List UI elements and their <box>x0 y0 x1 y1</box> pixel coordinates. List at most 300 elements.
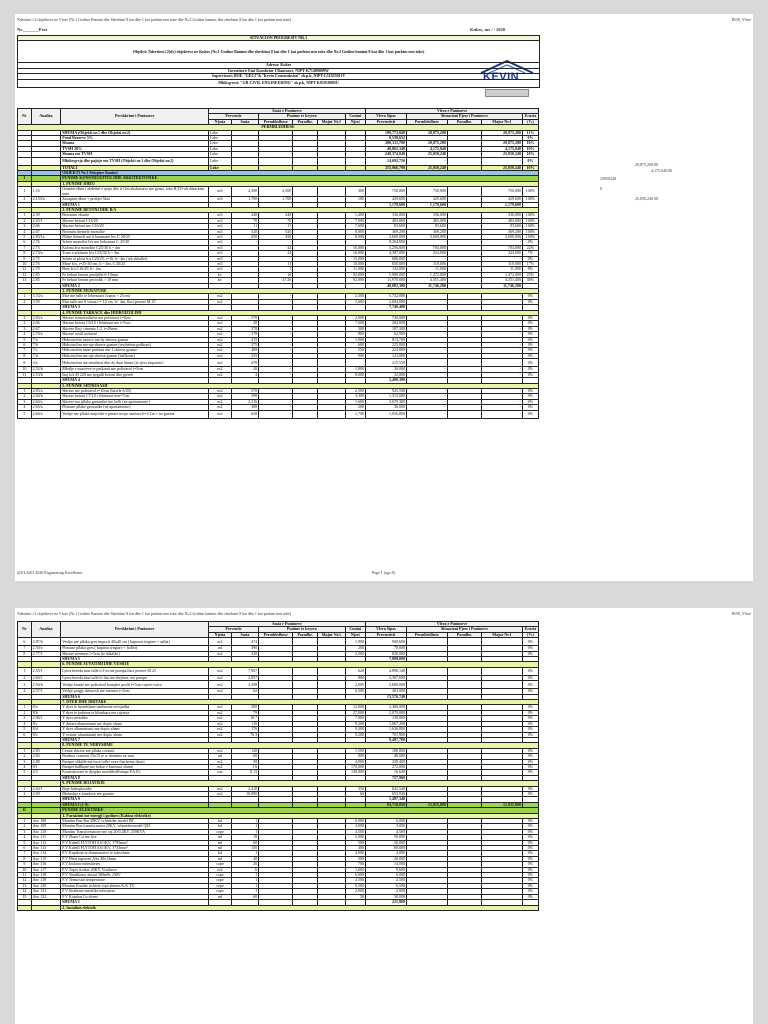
group-sum-label: SHUMA 8 <box>61 775 209 780</box>
ecuria: 22% <box>522 245 538 250</box>
cell <box>293 681 318 689</box>
document-page-1 <box>15 14 753 581</box>
ecuria: 0% <box>522 343 538 348</box>
situacioni-permbledhese: - <box>406 332 447 337</box>
situacioni-permbledhese: 11,000 <box>406 267 447 272</box>
vlera-preventivit: 5,742,080 <box>366 294 407 299</box>
group-title: 1. Furnizimi me energji i godines (Kabina elektrike) <box>61 813 539 818</box>
permbledhese: 4,175,040 <box>406 146 447 151</box>
col-preventivit: Preventivit <box>366 632 407 637</box>
row-number: 6 <box>18 732 32 737</box>
col-cmimi: Cmimi <box>345 114 366 119</box>
col-permbledhese: Permbledhese <box>259 119 293 124</box>
unit: m3 <box>209 256 232 261</box>
description: Veshje fasade me polisterol komplet profil t=5cm+rrjete+suva <box>61 681 209 689</box>
cell <box>293 667 318 675</box>
analiza-code: Anc 121 <box>31 889 61 894</box>
cell <box>31 905 61 910</box>
cmimi: 800 <box>345 754 366 759</box>
unit: cope <box>209 829 232 834</box>
analiza-code: Anc 122 <box>31 894 61 899</box>
situacioni-majnr: - <box>482 372 523 377</box>
situacioni-majnr: - <box>482 388 523 393</box>
row-number: 6 <box>18 846 32 851</box>
analiza-code: 2.85 <box>31 272 61 277</box>
majnr: - <box>482 157 523 165</box>
situacioni-majnr: - <box>482 410 523 418</box>
ecuria: 0% <box>522 732 538 737</box>
value: 9,538,652 <box>366 136 407 141</box>
analiza-code: 2.57/1 <box>31 689 61 694</box>
cmimi: 900 <box>345 353 366 358</box>
unit: m3 <box>209 234 232 239</box>
sasia: 200 <box>231 705 258 710</box>
col-nr: Nr <box>18 109 32 125</box>
page-header <box>15 608 753 620</box>
vlera-preventivit: 130,900 <box>366 716 407 721</box>
row-number: 2 <box>18 710 32 715</box>
summary-desc: Shuma <box>61 141 209 146</box>
analiza-code: 3.74/a <box>31 294 61 299</box>
cmimi: 1,500 <box>345 748 366 753</box>
sasia: 60 <box>231 840 258 845</box>
summary-desc: SHUMA (Objekti nr.1 dhe Objekti nr.2) <box>61 130 209 135</box>
analiza-code: 2.76 <box>31 240 61 245</box>
unit: m2 <box>209 367 232 372</box>
sasia: 378 <box>231 326 258 331</box>
col-pozadhe: Pozadhe. <box>293 632 318 637</box>
situacioni-permbledhese: 83,600 <box>406 224 447 229</box>
vlera-preventivit: 2,004,080 <box>366 299 407 304</box>
analiza-code: 7/b <box>31 343 61 348</box>
table-row <box>18 187 539 197</box>
row-number: 2 <box>18 197 32 202</box>
situacioni-majnr: - <box>482 359 523 367</box>
row-number: 15 <box>18 894 32 899</box>
unit: m2 <box>209 710 232 715</box>
unit: m2 <box>209 299 232 304</box>
vlera-preventivit: 36,000 <box>366 367 407 372</box>
description: Y dritare aluminiumi me dopio xham <box>61 721 209 726</box>
analiza-code: 2.76 <box>31 261 61 266</box>
cmimi: 15,000 <box>345 256 366 261</box>
vlera-preventivit: 1,313,000 <box>366 394 407 399</box>
description: F.V Tapet izolant 20KV, Vrasluise <box>61 867 209 872</box>
cmimi: 7,000 <box>345 716 366 721</box>
description: Y dyer te jashtme te blinduara me rrjeteza <box>61 710 209 715</box>
vlera-preventivit: 750,000 <box>366 187 407 197</box>
col-pct: (%) <box>522 632 538 637</box>
sasia: 370 <box>231 316 258 321</box>
sasia: 1 <box>231 883 258 888</box>
situacioni-permbledhese: - <box>406 405 447 410</box>
sasia: 70 <box>231 218 258 223</box>
row-number: 5 <box>18 234 32 239</box>
description: Kolona b/a monolite C25/30 h ~ 4m <box>61 245 209 250</box>
row-number: 11 <box>18 267 32 272</box>
row-number: 1 <box>18 705 32 710</box>
cmimi: 6,500 <box>345 689 366 694</box>
unit: kv <box>209 278 232 283</box>
cmimi: 1,700 <box>345 410 366 418</box>
majnr: 4,175,040 <box>482 146 523 151</box>
unit: m2 <box>209 732 232 737</box>
permbledhese: 16 <box>259 272 293 277</box>
group-title: 8. PUNIME TE NDRYSHME <box>61 743 539 748</box>
unit: ml <box>209 835 232 840</box>
ecuria: 100% <box>522 229 538 234</box>
analiza-code: 2.73 <box>31 245 61 250</box>
doc-title: Ndertimi i 2 objekteve ne Vlore (Nr.1 Godine Banimi dhe Sherbimi 8 kat dhe 1 kat parkim nen toke dhe Nr.2 Godine banimi dhe sherbimi 8 kat dhe 1 kat parkim nen toke) <box>17 17 292 22</box>
ecuria: 0% <box>522 851 538 856</box>
situacioni-permbledhese: - <box>406 316 447 321</box>
ecuria: 0% <box>522 367 538 372</box>
vlera-preventivit: 5,680,000 <box>366 681 407 689</box>
row-number: 10 <box>18 867 32 872</box>
situacioni-majnr: - <box>482 256 523 261</box>
description: Y dyer te brendshme tamburate te/mjedha <box>61 705 209 710</box>
description: Y dyer alluminiumi me dopio xham <box>61 727 209 732</box>
analiza-code: Anc 118 <box>31 873 61 878</box>
vlera-preventivit: 4,500 <box>366 829 407 834</box>
col-pozadhe-2: Pozadhe. <box>447 119 481 124</box>
description: Veshje pragje dritaresh me mermer t=3cm <box>61 689 209 694</box>
description: F.V Sistheme metalike mbrojtese <box>61 889 209 894</box>
ecuria: 0% <box>522 894 538 899</box>
group-sum-situacioni: 1,179,600 <box>406 202 447 207</box>
group-title: 9. PUNIME BOJATISJE <box>61 781 539 786</box>
shuma-i-value: 83,718,050 <box>366 802 407 807</box>
analiza-code: Anc 117 <box>31 867 61 872</box>
unit: m3 <box>209 197 232 202</box>
analiza-code: Anc 120 <box>31 883 61 888</box>
contractor: Mbikqyresi: "GR CIVIL ENGINEERING" sh.p.k, NIPT-K91818005U <box>18 79 540 87</box>
cmimi: 4,000 <box>345 759 366 764</box>
description: Shtrese me polisterol t=10cm (basele 6/20) <box>61 388 209 393</box>
cmimi: 4,500 <box>345 829 366 834</box>
permbledhese: - <box>259 294 293 299</box>
cmimi: 1,900 <box>345 337 366 342</box>
analiza-code: 2.83/1a <box>31 234 61 239</box>
vlera-preventivit: 4,387,000 <box>366 251 407 256</box>
cmimi: 800 <box>345 332 366 337</box>
cell <box>345 157 366 165</box>
situacioni-majnr: 4,351,400 <box>482 278 523 283</box>
cmimi: 500 <box>345 840 366 845</box>
vlera-preventivit: 11,970,000 <box>366 278 407 283</box>
ecuria: 0% <box>522 829 538 834</box>
vlera-preventivit: 239,400 <box>366 759 407 764</box>
situacioni-permbledhese: - <box>406 326 447 331</box>
description: Mur tulle me 6 vrima t = 12 cm, h~ 4m, llaci perzier M 25 <box>61 299 209 304</box>
situacioni-permbledhese: 1,472,000 <box>406 272 447 277</box>
unit: m2 <box>209 791 232 796</box>
roman-numeral: II <box>18 808 32 813</box>
description: Lyera bereda mur tulle h~4m me drejtues, me pompe <box>61 675 209 680</box>
row-number: 8 <box>18 353 32 358</box>
analiza-code: 8/e <box>31 732 61 737</box>
vlera-preventivit: 2,000 <box>366 889 407 894</box>
sasia: 40 <box>231 856 258 861</box>
cmimi: 1,600 <box>345 867 366 872</box>
shuma-i-label: SHUMA I (1-9) <box>61 802 209 807</box>
cmimi: 550 <box>345 348 366 353</box>
group-sum-value: 221,900 <box>366 900 407 905</box>
vlera-preventivit: 3,256,000 <box>366 245 407 250</box>
table-row <box>18 359 539 367</box>
cmimi: 2,300 <box>345 294 366 299</box>
situacioni-majnr: 704,000 <box>482 245 523 250</box>
group-sum-label: SHUMA 7 <box>61 737 209 742</box>
analiza-code: 7/c <box>31 348 61 353</box>
sasia: 10 <box>231 835 258 840</box>
sasia: 2,398 <box>231 681 258 689</box>
cmimi: 350 <box>345 786 366 791</box>
ecuria: 0% <box>522 353 538 358</box>
cell <box>318 359 345 367</box>
group-title-row <box>18 905 539 910</box>
analiza-code: 2.65/a <box>31 405 61 410</box>
cmimi: 8,000 <box>345 229 366 234</box>
permbledhese: 47.26 <box>259 278 293 283</box>
row-number: 12 <box>18 878 32 883</box>
summary-desc: TVSH 20% <box>61 146 209 151</box>
permbledhese: - <box>259 326 293 331</box>
logo-text: KEVIN <box>483 71 520 83</box>
col-permbledhese-2: Permbledhese <box>406 119 447 124</box>
group-sum-label: SHUMA 1 <box>61 202 209 207</box>
cell <box>259 667 293 675</box>
ecuria: 100% <box>522 187 538 197</box>
analiza-code: 2.83/a <box>31 388 61 393</box>
unit: m2 <box>209 667 232 675</box>
permbledhese: 240 <box>259 213 293 218</box>
unit: m2 <box>209 716 232 721</box>
description: Plintuse pllaka gres ( kapsion tregtare + hollet) <box>61 646 209 651</box>
doc-code: BOE_Vlore <box>731 611 751 616</box>
unit: m3 <box>209 240 232 245</box>
vlera-preventivit: 4,890,140 <box>366 667 407 675</box>
col-situacioni: Situacioni Pjese i Punimeve <box>406 627 522 632</box>
group-sum-value: 1,497,340 <box>366 797 407 802</box>
unit: m2 <box>209 353 232 358</box>
unit: Leke <box>209 157 232 165</box>
description: Hidroizolim me emulsion dhe dy duar bitum (te tjera sieparate) <box>61 359 209 367</box>
description: F.V Hieri tuperoni ASa 40x14mm <box>61 856 209 861</box>
unit: cope <box>209 873 232 878</box>
situacioni-permbledhese: 429,600 <box>406 197 447 202</box>
description: Brez b/a C16/20, h~ 4m <box>61 267 209 272</box>
vlera-preventivit: 272,000 <box>366 764 407 769</box>
ecuria: 0% <box>522 294 538 299</box>
row-number: 9 <box>18 862 32 867</box>
col-desc: Pershkrimi i Punimeve <box>61 109 209 125</box>
cmimi: 60 <box>345 791 366 796</box>
vlera-preventivit: 5,980,000 <box>366 272 407 277</box>
ecuria: 0% <box>522 759 538 764</box>
description: Shtrese betoni C7/10 i lehtesuar nen=7cm <box>61 394 209 399</box>
description: Betonim themele monolite <box>61 229 209 234</box>
sasia: 150 <box>231 846 258 851</box>
situacioni-permbledhese: - <box>406 372 447 377</box>
value: 190,773,040 <box>366 130 407 135</box>
permbledhese: 44 <box>259 245 293 250</box>
sasia: - <box>231 240 258 245</box>
col-situacioni: Situacioni Pjese i Punimeve <box>406 114 522 119</box>
vlera-preventivit: 4,000 <box>366 851 407 856</box>
sasia: 628 <box>231 410 258 418</box>
cmimi: 4,000 <box>345 851 366 856</box>
description: Mur me tulle te lehtesuara (supas + 25cm) <box>61 294 209 299</box>
unit: Leke <box>209 146 232 151</box>
vlera-preventivit: 1,067,200 <box>366 721 407 726</box>
row-number: 12 <box>18 272 32 277</box>
ecuria: 0% <box>522 862 538 867</box>
table-row <box>18 667 539 675</box>
analiza-code: 2.66/a <box>31 410 61 418</box>
description: Veshje me pllaka gres imporit 40x40 cm ( kapsion tregtare + sallat) <box>61 638 209 646</box>
vlera-preventivit: 2,307,600 <box>366 675 407 680</box>
group-title: 6. PUNIME SUVATIMI DHE VESHJE <box>61 662 539 667</box>
description: Lyera bereda mur tulle h 4 m me pompa,llaci perzier M 25 <box>61 667 209 675</box>
analiza-code: Anc 108 <box>31 819 61 824</box>
unit: m2 <box>209 388 232 393</box>
cell <box>259 681 293 689</box>
unit: m3 <box>209 251 232 256</box>
cell <box>447 187 481 197</box>
page-header <box>15 14 753 34</box>
analiza-code: 2.67 <box>31 229 61 234</box>
analiza-code: 2.153/a <box>31 197 61 202</box>
description: Shtrese me pllaka gresonike me kolli (ne apartamente ) <box>61 399 209 404</box>
situacioni-majnr: - <box>482 326 523 331</box>
analiza-code: 2.69 <box>31 791 61 796</box>
ecuria: 0% <box>522 867 538 872</box>
description: Parapet shkalle me inox tulle+xeza+barierine drurii <box>61 759 209 764</box>
unit: cope <box>209 883 232 888</box>
ecuria: 100% <box>522 234 538 239</box>
permbledhese: 1,700 <box>259 197 293 202</box>
vlera-preventivit: 30,000 <box>366 840 407 845</box>
cmimi: 2,500 <box>345 878 366 883</box>
ecuria: 36% <box>522 278 538 283</box>
situacioni-permbledhese: 110,000 <box>406 261 447 266</box>
cmimi: 500 <box>345 856 366 861</box>
cell <box>293 638 318 646</box>
sasia: 398 <box>231 394 258 399</box>
unit: m2 <box>209 326 232 331</box>
situacioni-permbledhese: - <box>406 240 447 245</box>
roman-numeral: I <box>18 176 32 181</box>
ecuria: 0% <box>522 667 538 675</box>
sasia: 1.6 <box>231 764 258 769</box>
unit: m3 <box>209 213 232 218</box>
unit: Leke <box>209 165 232 170</box>
supervisors: Supervizori: BOE "GECI"&"Kevin Construksion" sh.p.k, NIPT-L51925011V <box>18 74 540 79</box>
ecuria: 0% <box>522 410 538 418</box>
row-number: 3 <box>18 759 32 764</box>
unit: m2 <box>209 675 232 680</box>
summary-desc: TOTALI <box>61 165 209 170</box>
sasia: 375 <box>231 343 258 348</box>
cmimi: 3,300 <box>345 394 366 399</box>
row-number: 2 <box>18 824 32 829</box>
side-number: 25,050,240.00 <box>635 196 658 201</box>
cmimi: 6,000 <box>345 819 366 824</box>
situacioni-permbledhese: - <box>406 337 447 342</box>
sasia: 1 <box>231 824 258 829</box>
sasia: 176 <box>231 727 258 732</box>
description: F.V Kapikota te dimensionve te ndryshme <box>61 851 209 856</box>
vlera-preventivit: 6,500 <box>366 883 407 888</box>
description: Solete te plota b/a C20/25, t=16, h~ 4m (tek shkallet) <box>61 256 209 261</box>
cell <box>318 681 345 689</box>
analiza-code: 8/a <box>31 705 61 710</box>
ecuria: 0% <box>522 856 538 861</box>
sasia: 478 <box>231 359 258 367</box>
unit: cope <box>209 889 232 894</box>
permbledhese: 25,050,240 <box>406 165 447 170</box>
ecuria: 0% <box>522 675 538 680</box>
situacioni-majnr: 83,600 <box>482 224 523 229</box>
vlera-preventivit: 20,000 <box>366 856 407 861</box>
description: Bordura cemenit 15x15 te w drenima ne mur <box>61 754 209 759</box>
ecuria: 0% <box>522 256 538 261</box>
situacioni-permbledhese: - <box>406 359 447 367</box>
cmimi: 6,500 <box>345 883 366 888</box>
situacioni-majnr: - <box>482 348 523 353</box>
ecuria: 0% <box>522 689 538 694</box>
cmimi: 7,600 <box>345 224 366 229</box>
situacioni-permbledhese: 3,600,000 <box>406 234 447 239</box>
ecuria: 0% <box>522 372 538 377</box>
cmimi: 6,000 <box>345 873 366 878</box>
col-desc: Pershkrimi i Punimeve <box>61 622 209 638</box>
vlera-preventivit: 132,000 <box>366 267 407 272</box>
analiza-code: 2.50/a <box>31 646 61 651</box>
description: Montim Transformatore me vaj 20/0.4KV, 250KVA <box>61 829 209 834</box>
ecuria: 0% <box>522 405 538 410</box>
cmimi: 600 <box>345 343 366 348</box>
info-table <box>17 35 540 88</box>
row-number: 4 <box>18 332 32 337</box>
situacioni-permbledhese: 336,000 <box>406 213 447 218</box>
logo-stamp <box>485 89 529 97</box>
row-number: 7 <box>18 348 32 353</box>
description: Y vetrate aluminiumi me dopio xham <box>61 732 209 737</box>
ecuria: 0% <box>522 705 538 710</box>
unit: m2 <box>209 332 232 337</box>
analiza-code: Anc 119 <box>31 878 61 883</box>
unit: cope <box>209 862 232 867</box>
ecuria: 0% <box>522 770 538 775</box>
sasia: 10,890 <box>231 791 258 796</box>
row-number: 11 <box>18 873 32 878</box>
row-number: 9 <box>18 256 32 261</box>
ecuria: 0% <box>522 710 538 715</box>
vlera-preventivit: 900,600 <box>366 638 407 646</box>
row-number: 3 <box>18 224 32 229</box>
unit: m2 <box>209 759 232 764</box>
ecuria: 0% <box>522 646 538 651</box>
vlera-preventivit: 78,000 <box>366 646 407 651</box>
table-row <box>18 638 539 646</box>
analiza-code: 2.83/a <box>31 316 61 321</box>
situacioni-majnr: 750,000 <box>482 187 523 197</box>
situacioni-majnr: - <box>482 332 523 337</box>
analiza-code: 2.77/1 <box>31 651 61 656</box>
vlera-preventivit: 6,000 <box>366 873 407 878</box>
